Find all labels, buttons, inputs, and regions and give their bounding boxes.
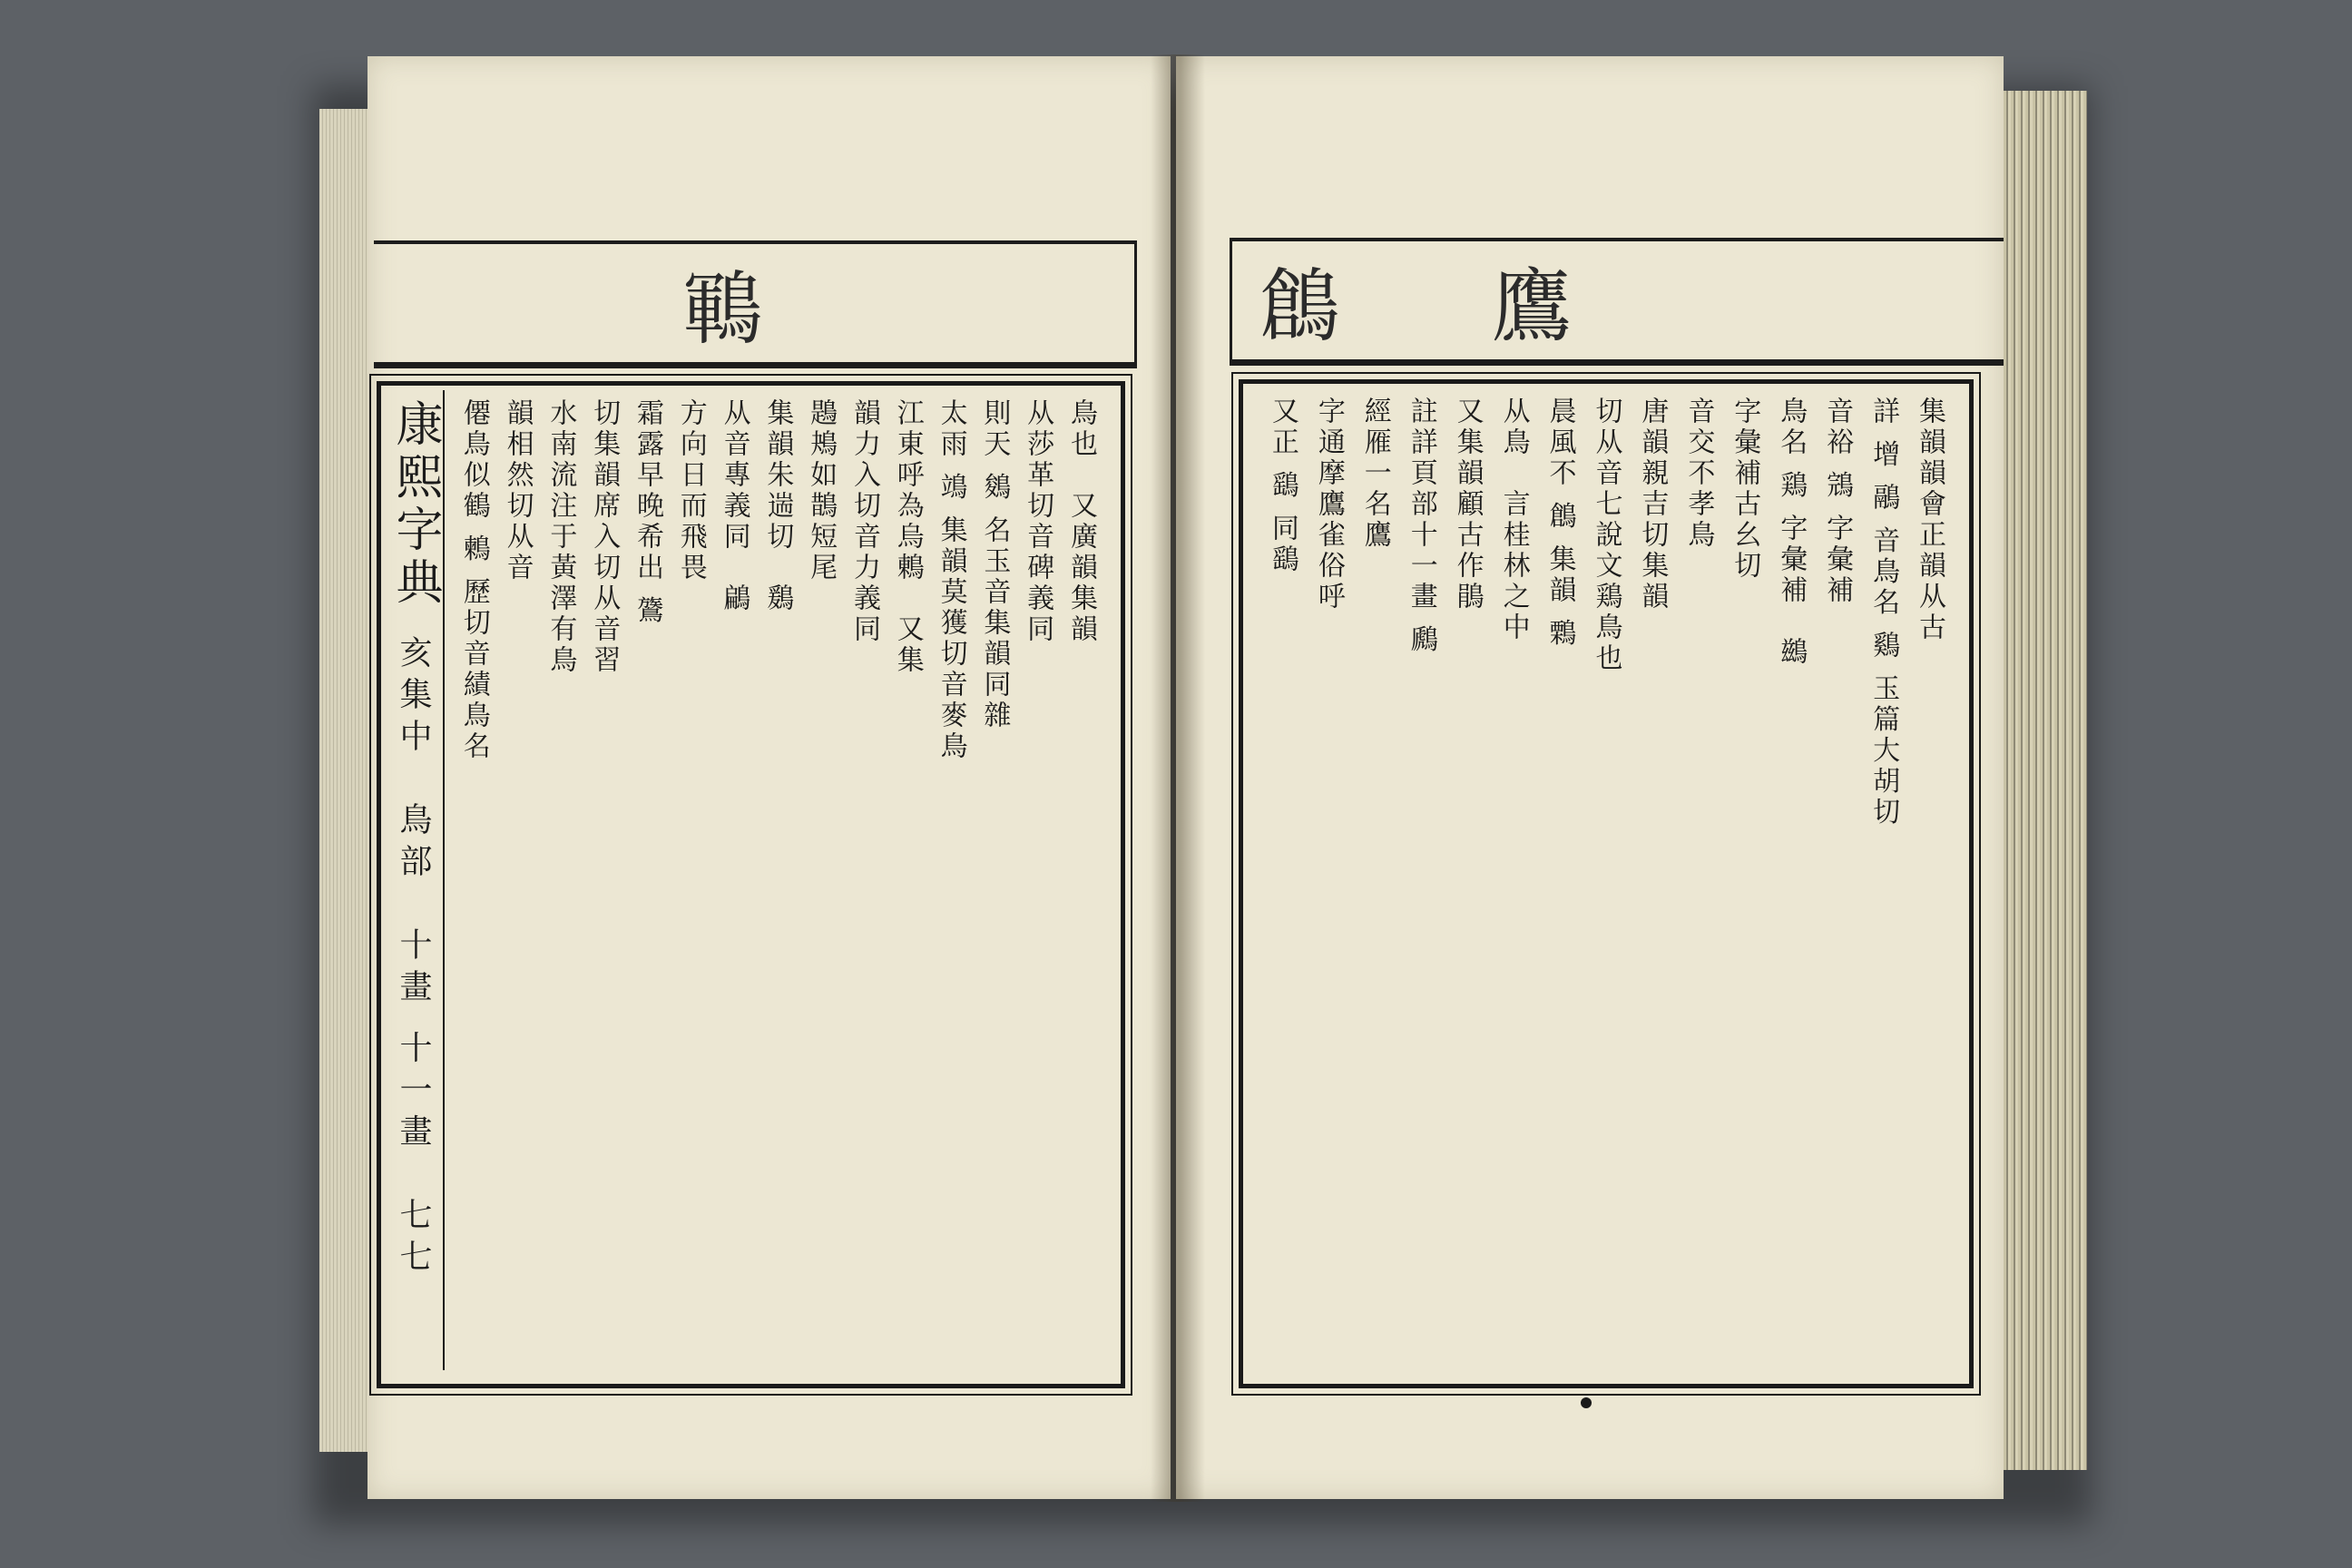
left-text-column: 切集韻席入切从音習	[588, 398, 621, 676]
left-text-column: 鶗鴂如鵲短尾	[805, 398, 838, 583]
book-title: 康熙字典	[387, 399, 442, 610]
right-text-column: 音交不孝鳥	[1682, 397, 1715, 551]
left-text-frame	[377, 381, 1125, 1388]
left-text-column: 从莎革切音碑義同	[1022, 398, 1054, 645]
right-header-seal: 鶬 鷹	[1259, 260, 1609, 353]
right-text-column: 又正 鷂 同鷂	[1266, 397, 1298, 576]
volume-info: 亥集中 鳥部 十畫 十一畫 七七	[395, 635, 432, 1281]
right-page-edges	[2004, 91, 2087, 1470]
page-dot	[1581, 1397, 1592, 1408]
right-text-column: 集韻韻會正韻从古	[1914, 397, 1945, 643]
right-text-column: 又集韻顧古作鵑	[1451, 397, 1484, 612]
book-gutter	[1151, 54, 1205, 1502]
right-text-column: 註詳頁部十一畫 鷉	[1405, 397, 1437, 656]
left-page-edges	[319, 109, 369, 1452]
left-text-column: 霜露早晚希出 鷟	[631, 398, 663, 627]
left-header-seal: 鶤	[682, 262, 799, 356]
left-text-column: 太雨 鴗 集韻莫獲切音麥鳥	[935, 398, 967, 763]
left-text-column: 僊鳥似鶴 鶫 歷切音績鳥名	[457, 398, 490, 763]
left-text-column: 鳥也 又廣韻集韻	[1064, 398, 1097, 645]
right-text-column: 鳥名 鶏 字彙補 鷀	[1775, 397, 1808, 669]
right-text-frame	[1239, 379, 1974, 1388]
right-text-column: 經雁一名鷹	[1358, 397, 1391, 551]
right-text-column: 音裕 鵍 字彙補	[1821, 397, 1854, 607]
right-text-column: 切从音七說文鶏鳥也	[1590, 397, 1622, 674]
left-header-band	[374, 240, 1137, 368]
left-text-column: 水南流注于黃澤有鳥	[544, 398, 577, 676]
left-text-column: 江東呼為烏鶇 又集	[891, 398, 924, 676]
right-text-column: 从鳥 言桂林之中	[1497, 397, 1530, 643]
left-text-column: 集韻朱遄切 鶢	[761, 398, 794, 614]
left-text-column: 則天 鵕 名玉音集韻同雜	[978, 398, 1011, 732]
right-text-column: 字通摩鷹雀俗呼	[1312, 397, 1345, 612]
left-text-column: 韻相然切从音	[501, 398, 534, 583]
right-text-column: 唐韻親吉切集韻	[1636, 397, 1669, 612]
right-text-column: 詳 增 鷊 音鳥名 鷄 玉篇大胡切	[1867, 397, 1900, 828]
right-text-column: 晨風不 鶬 集韻 鷅	[1544, 397, 1576, 650]
left-columns	[454, 398, 1104, 1371]
left-text-column: 从音專義同 鶣	[718, 398, 750, 614]
right-columns	[1259, 397, 1953, 1371]
left-text-column: 方向日而飛畏	[674, 398, 707, 583]
right-text-column: 字彙補古幺切	[1729, 397, 1761, 582]
right-header-band	[1230, 238, 2004, 366]
left-text-column: 韻力入切音力義同	[848, 398, 880, 645]
